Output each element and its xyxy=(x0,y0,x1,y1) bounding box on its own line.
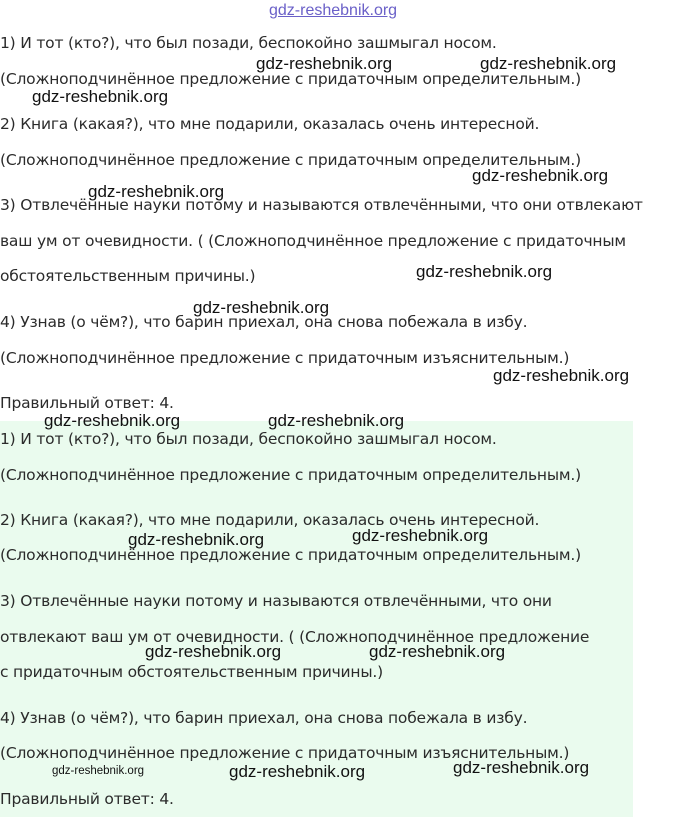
watermark: gdz-reshebnik.org xyxy=(229,762,366,781)
watermark-link[interactable]: gdz-reshebnik.org xyxy=(269,2,398,19)
answer-sentence-1: 1) И тот (кто?), что был позади, беспокойно зашмыгал носом. xyxy=(0,430,497,448)
watermark: gdz-reshebnik.org xyxy=(480,54,617,73)
answer-sentence-2-type: (Сложноподчинённое предложение с придаточным определительным.) xyxy=(0,546,581,564)
watermark: gdz-reshebnik.org xyxy=(256,54,393,73)
sentence-2: 2) Книга (какая?), что мне подарили, оказалась очень интересной. xyxy=(0,115,540,133)
watermark: gdz-reshebnik.org xyxy=(193,298,330,317)
sentence-3: 3) Отвлечённые науки потому и называются отвлечёнными, что они отвлекают xyxy=(0,196,643,214)
watermark: gdz-reshebnik.org xyxy=(268,411,405,430)
sentence-1-type: (Сложноподчинённое предложение с придаточным определительным.) xyxy=(0,70,581,88)
sentence-3-type: обстоятельственным причины.) xyxy=(0,267,256,285)
answer-sentence-4-type: (Сложноподчинённое предложение с придаточным изъяснительным.) xyxy=(0,744,570,762)
watermark: gdz-reshebnik.org xyxy=(493,366,630,385)
sentence-4-type: (Сложноподчинённое предложение с придаточным изъяснительным.) xyxy=(0,349,570,367)
answer-sentence-2: 2) Книга (какая?), что мне подарили, оказалась очень интересной. xyxy=(0,511,540,529)
sentence-2-type: (Сложноподчинённое предложение с придаточным определительным.) xyxy=(0,151,581,169)
answer-sentence-3-type: с придаточным обстоятельственным причины.) xyxy=(0,663,383,681)
sentence-3-cont: ваш ум от очевидности. ( (Сложноподчинённое предложение с придаточным xyxy=(0,232,626,250)
watermark: gdz-reshebnik.org xyxy=(88,182,225,201)
watermark: gdz-reshebnik.org xyxy=(453,758,590,777)
watermark: gdz-reshebnik.org xyxy=(145,642,282,661)
answer-sentence-4: 4) Узнав (о чём?), что барин приехал, она снова побежала в избу. xyxy=(0,709,528,727)
watermark: gdz-reshebnik.org xyxy=(32,87,169,106)
answer-label: Правильный ответ: 4. xyxy=(0,394,174,412)
answer-sentence-3-cont: отвлекают ваш ум от очевидности. ( (Сложноподчинённое предложение xyxy=(0,628,590,646)
watermark: gdz-reshebnik.org xyxy=(352,526,489,545)
sentence-1: 1) И тот (кто?), что был позади, беспокойно зашмыгал носом. xyxy=(0,34,497,52)
watermark: gdz-reshebnik.org xyxy=(369,642,506,661)
answer-sentence-3: 3) Отвлечённые науки потому и называются отвлечёнными, что они xyxy=(0,592,552,610)
answer-correct-label: Правильный ответ: 4. xyxy=(0,790,174,808)
watermark: gdz-reshebnik.org xyxy=(128,530,265,549)
watermark: gdz-reshebnik.org xyxy=(472,166,609,185)
watermark: gdz-reshebnik.org xyxy=(416,262,553,281)
watermark: gdz-reshebnik.org xyxy=(52,765,145,777)
watermark: gdz-reshebnik.org xyxy=(44,411,181,430)
sentence-4: 4) Узнав (о чём?), что барин приехал, она снова побежала в избу. xyxy=(0,313,528,331)
answer-sentence-1-type: (Сложноподчинённое предложение с придаточным определительным.) xyxy=(0,466,581,484)
